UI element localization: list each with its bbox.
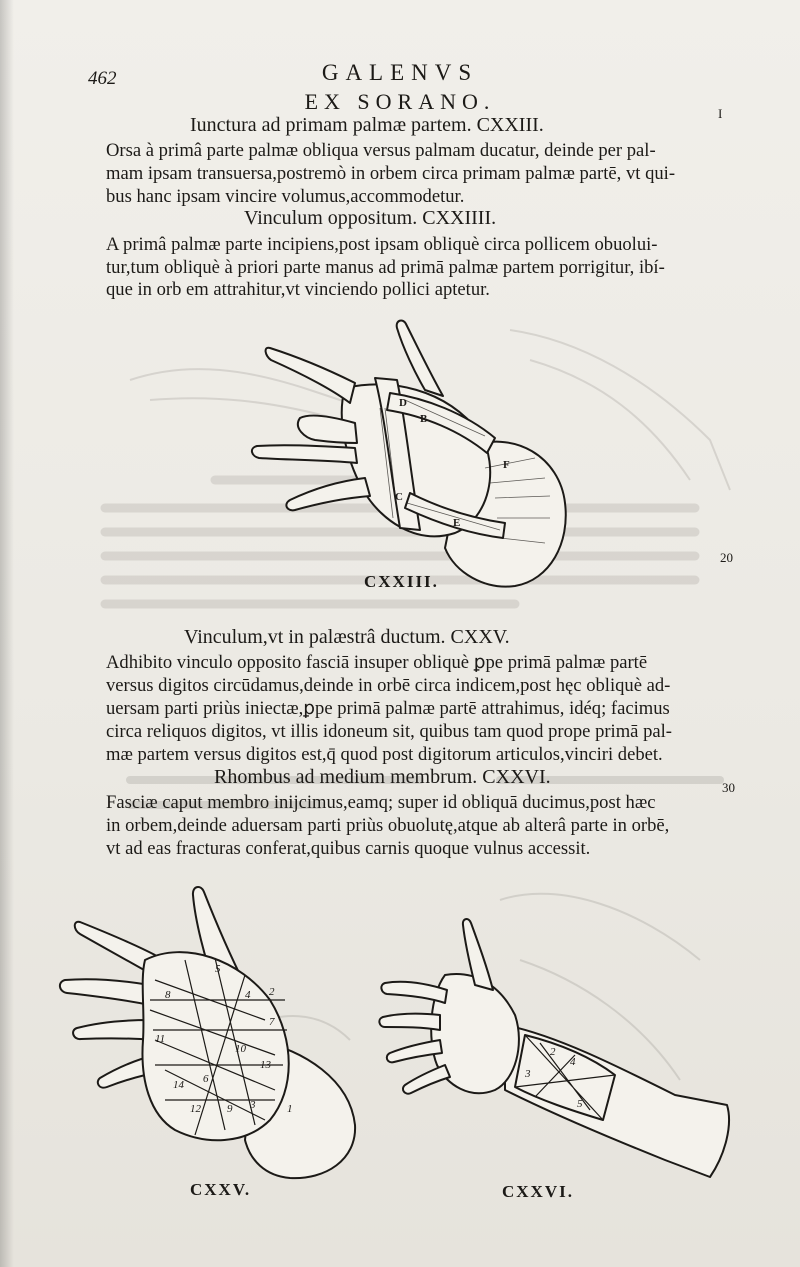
- running-subtitle: EX SORANO.: [304, 89, 496, 114]
- fig1-label: B: [420, 413, 428, 425]
- fig2-label: 6: [203, 1073, 209, 1085]
- fig2-label: 12: [190, 1103, 201, 1115]
- section-heading-cxxv: Vinculum,vt in palæstrâ ductum. CXXV.: [184, 626, 510, 648]
- fig2-label: 7: [269, 1016, 275, 1028]
- fig3-label: 3: [525, 1068, 531, 1080]
- fig2-label: 11: [155, 1033, 166, 1045]
- figure-caption-cxxv: CXXV.: [190, 1180, 252, 1199]
- page-number: 462: [88, 68, 117, 89]
- margin-number-30: 30: [722, 780, 735, 795]
- fig2-label: 4: [245, 989, 251, 1001]
- text-line: mæ partem versus digitos est,q̄ quod post digitorum articulos,vinciri debet.: [106, 744, 663, 765]
- fig1-label: F: [503, 459, 510, 471]
- running-title: GALENVS: [321, 60, 479, 85]
- text-line: bus hanc ipsam vincire volumus,accommodetur.: [106, 186, 465, 207]
- fig2-label: 13: [260, 1059, 271, 1071]
- fig3-label: 2: [550, 1046, 556, 1058]
- fig1-label: D: [399, 397, 407, 409]
- figure-caption-cxxvi: CXXVI.: [502, 1182, 574, 1201]
- text-line: tur,tum obliquè à priori parte manus ad primā palmæ partem porrigitur, ibí-: [106, 257, 665, 278]
- text-line: circa reliquos digitos, vt illis idoneum sit, quibus tam quod prope primā pal-: [106, 721, 672, 742]
- section-heading-cxxvi: Rhombus ad medium membrum. CXXVI.: [214, 766, 551, 788]
- text-line: uersam parti priùs iniectæ,ꝑpe primā palmæ partē attrahimus, idéq; facimus: [106, 698, 670, 719]
- page-edge-shadow: [0, 0, 14, 1267]
- text-line: Fasciæ caput membro inijcimus,eamq; super id obliquā ducimus,post hæc: [106, 792, 656, 813]
- fig2-label: 10: [235, 1043, 246, 1055]
- text-line: Orsa à primâ parte palmæ obliqua versus palmam ducatur, deinde per pal-: [106, 140, 656, 161]
- illustration-forearm-cxxvi: [375, 915, 735, 1185]
- fig2-label: 5: [215, 963, 221, 975]
- margin-number-20: 20: [720, 550, 733, 565]
- fig2-label: 8: [165, 989, 171, 1001]
- section-heading-cxxiiii: Vinculum oppositum. CXXIIII.: [244, 207, 497, 229]
- text-line: vt ad eas fracturas conferat,quibus carnis quoque vulnus accessit.: [106, 838, 591, 859]
- fig2-label: 1: [287, 1103, 293, 1115]
- margin-number-top: I: [718, 106, 723, 121]
- figure-caption-cxxiii: CXXIII.: [364, 572, 439, 591]
- text-line: que in orb em attrahitur,vt vinciendo pollici aptetur.: [106, 279, 490, 300]
- text-line: in orbem,deinde aduersam parti priùs obuolutę,atque ab alterâ parte in orbē,: [106, 815, 670, 836]
- fig3-label: 5: [577, 1098, 583, 1110]
- text-line: Adhibito vinculo opposito fasciā insuper obliquè ꝑpe primā palmæ partē: [106, 652, 648, 673]
- fig1-label: E: [453, 517, 461, 529]
- fig2-label: 14: [173, 1079, 184, 1091]
- illustration-hand-cxxv: [55, 880, 365, 1185]
- text-line: A primâ palmæ parte incipiens,post ipsam obliquè circa pollicem obuolui-: [106, 234, 658, 255]
- fig3-label: 4: [570, 1056, 576, 1068]
- fig1-label: C: [395, 491, 403, 503]
- fig2-label: 9: [227, 1103, 233, 1115]
- section-heading-cxxiii: Iunctura ad primam palmæ partem. CXXIII.: [190, 114, 544, 136]
- fig2-label: 3: [250, 1099, 256, 1111]
- illustration-hand-cxxiii: [215, 318, 585, 598]
- fig2-label: 2: [269, 986, 275, 998]
- text-line: versus digitos circūdamus,deinde in orbē circa indicem,post hęc obliquè ad-: [106, 675, 671, 696]
- text-line: mam ipsam transuersa,postremò in orbem circa primam palmæ partē, vt qui-: [106, 163, 676, 184]
